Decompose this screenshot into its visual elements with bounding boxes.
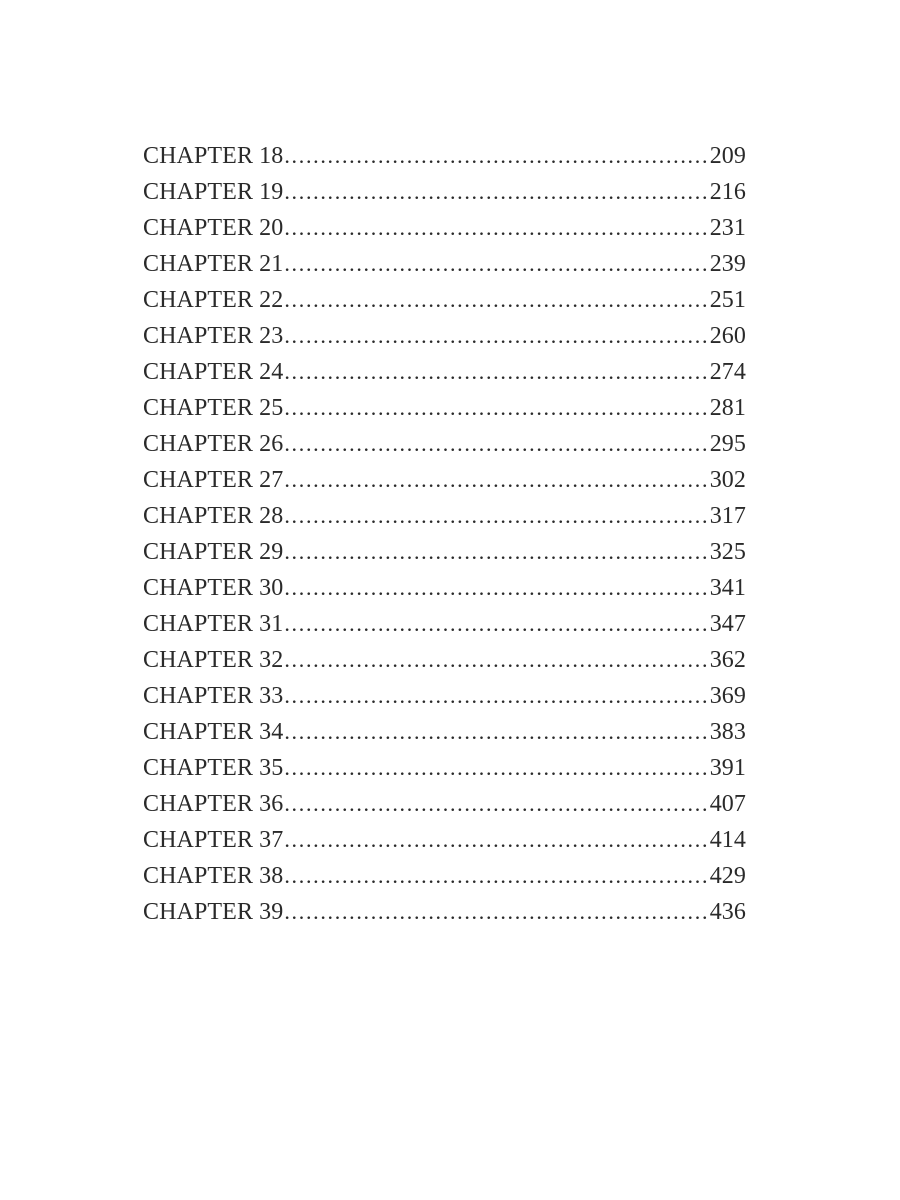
toc-entry-page: 407 [709,791,746,817]
toc-entry [143,318,746,354]
toc-dot-leader [284,498,708,534]
toc-entry [143,894,746,930]
toc-entry-title: CHAPTER 37 [143,827,284,853]
toc-entry-page: 429 [709,863,746,889]
toc-entry-title: CHAPTER 21 [143,251,284,277]
toc-entry-page: 302 [709,467,746,493]
toc-dot-leader [284,462,708,498]
toc-dot-leader [284,354,708,390]
toc-entry [143,858,746,894]
toc-entry-page: 347 [709,611,746,637]
toc-entry-page: 436 [709,899,746,925]
toc-dot-leader [284,390,708,426]
toc-entry-title: CHAPTER 26 [143,431,284,457]
toc-entry-page: 281 [709,395,746,421]
toc-entry-title: CHAPTER 33 [143,683,284,709]
toc-dot-leader [284,534,708,570]
toc-dot-leader [284,570,708,606]
toc-entry [143,822,746,858]
toc-entry-title: CHAPTER 30 [143,575,284,601]
toc-entry [143,534,746,570]
toc-dot-leader [284,426,708,462]
toc-entry-page: 369 [709,683,746,709]
toc-entry-title: CHAPTER 32 [143,647,284,673]
toc-entry [143,138,746,174]
toc-entry-page: 231 [709,215,746,241]
toc-entry-title: CHAPTER 24 [143,359,284,385]
toc-entry-page: 216 [709,179,746,205]
toc-dot-leader [284,858,708,894]
toc-entry-page: 251 [709,287,746,313]
toc-entry [143,678,746,714]
toc-entry-page: 362 [709,647,746,673]
toc-dot-leader [284,282,708,318]
toc-entry-title: CHAPTER 19 [143,179,284,205]
toc-entry-page: 383 [709,719,746,745]
toc-entry-page: 295 [709,431,746,457]
toc-entry-title: CHAPTER 28 [143,503,284,529]
toc-entry-page: 414 [709,827,746,853]
toc-entry-title: CHAPTER 29 [143,539,284,565]
toc-entry [143,750,746,786]
toc-entry [143,642,746,678]
toc-dot-leader [284,606,708,642]
toc-entry-page: 239 [709,251,746,277]
toc-entry [143,282,746,318]
toc-entry [143,390,746,426]
toc-dot-leader [284,822,708,858]
toc-entry-title: CHAPTER 25 [143,395,284,421]
toc-entry [143,714,746,750]
toc-entry-title: CHAPTER 31 [143,611,284,637]
table-of-contents [143,138,746,930]
toc-entry [143,570,746,606]
toc-dot-leader [284,894,708,930]
toc-entry [143,462,746,498]
toc-dot-leader [284,750,708,786]
toc-entry-title: CHAPTER 34 [143,719,284,745]
toc-entry [143,174,746,210]
toc-entry-page: 391 [709,755,746,781]
toc-entry [143,246,746,282]
toc-dot-leader [284,246,708,282]
toc-entry [143,786,746,822]
toc-dot-leader [284,678,708,714]
toc-dot-leader [284,642,708,678]
toc-entry-title: CHAPTER 39 [143,899,284,925]
toc-entry-page: 317 [709,503,746,529]
toc-dot-leader [284,138,708,174]
toc-dot-leader [284,210,708,246]
toc-dot-leader [284,714,708,750]
toc-dot-leader [284,318,708,354]
toc-entry-title: CHAPTER 22 [143,287,284,313]
toc-entry-title: CHAPTER 23 [143,323,284,349]
toc-entry [143,606,746,642]
toc-entry-page: 209 [709,143,746,169]
toc-dot-leader [284,786,708,822]
toc-entry-page: 325 [709,539,746,565]
toc-dot-leader [284,174,708,210]
toc-entry-title: CHAPTER 38 [143,863,284,889]
toc-entry-title: CHAPTER 35 [143,755,284,781]
toc-entry-page: 274 [709,359,746,385]
toc-entry [143,354,746,390]
toc-entry-title: CHAPTER 36 [143,791,284,817]
toc-entry-title: CHAPTER 20 [143,215,284,241]
toc-entry-title: CHAPTER 18 [143,143,284,169]
toc-entry [143,210,746,246]
toc-entry-page: 260 [709,323,746,349]
toc-entry-title: CHAPTER 27 [143,467,284,493]
toc-entry-page: 341 [709,575,746,601]
toc-entry [143,498,746,534]
toc-entry [143,426,746,462]
